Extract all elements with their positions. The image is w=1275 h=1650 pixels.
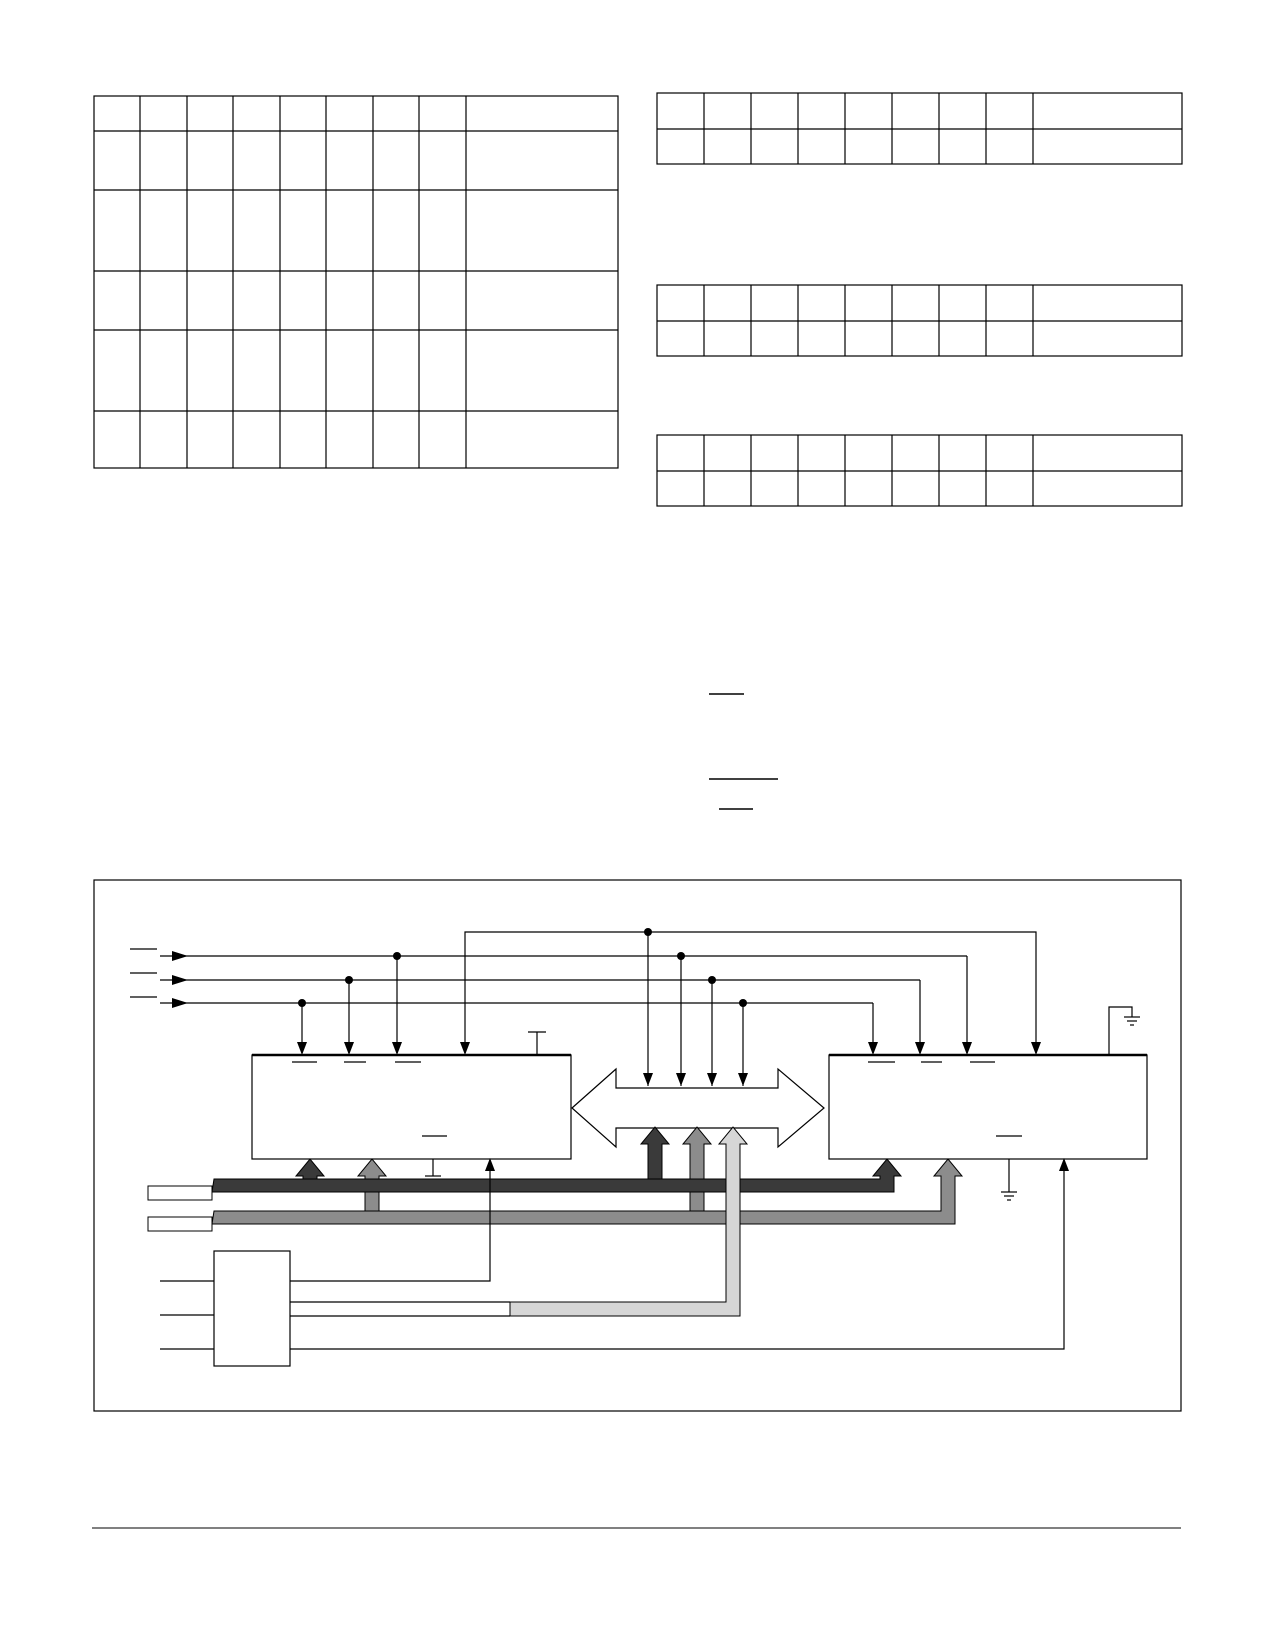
register-table-left [94, 96, 618, 468]
table-left-col-dividers [140, 96, 466, 468]
overbar-marks [709, 694, 778, 809]
table-left-row-dividers [94, 131, 618, 411]
block-diagram [94, 880, 1181, 1411]
register-table-right-3 [657, 435, 1182, 506]
register-table-right-1 [657, 93, 1182, 164]
register-table-right-2 [657, 285, 1182, 356]
